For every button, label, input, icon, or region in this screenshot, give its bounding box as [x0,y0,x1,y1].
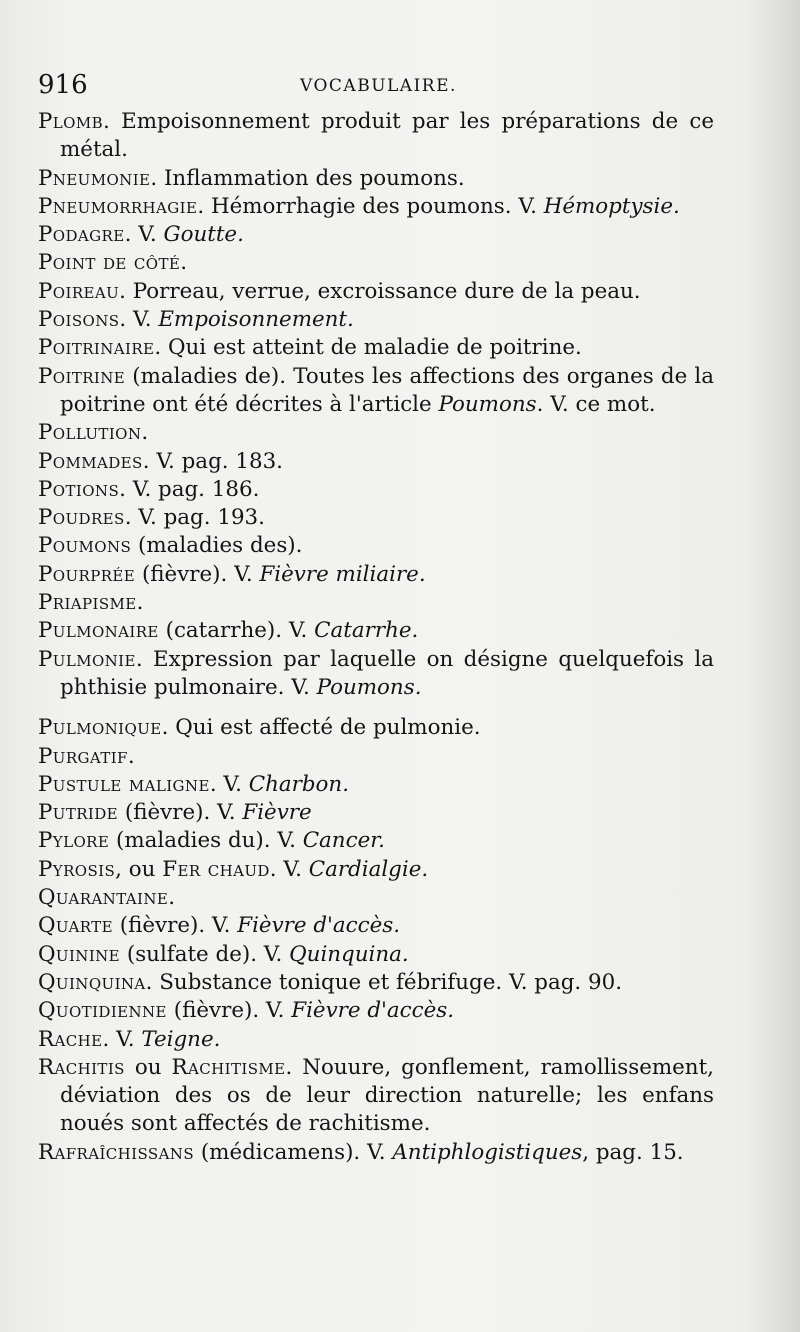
vocabulary-entry [38,448,714,476]
entry-separator [159,618,166,643]
entry-cross-reference: Empoisonnement. [158,307,354,333]
entry-headword: Podagre [38,222,125,248]
vocabulary-entry [38,997,714,1025]
entry-separator [194,1140,201,1165]
entry-separator: . [142,448,157,474]
vocabulary-entry [38,799,714,827]
entry-headword: Poireau [38,278,120,304]
entry-headword: Purgatif [38,743,128,769]
entry-text: (fièvre). V. [141,561,260,587]
entry-headword: Quarte [38,913,113,939]
entry-separator: . [103,109,122,134]
entry-headword: Pyrosis [38,856,116,882]
entry-headword: Quotidienne [38,998,167,1024]
entry-separator: . [145,969,160,995]
entry-separator: . [150,165,164,191]
entry-text: V. [116,1026,142,1052]
vocabulary-entry [38,1026,714,1054]
vocabulary-entry [38,1139,714,1167]
entry-cross-reference-alt: Cardialgie. [308,856,429,882]
entry-text: (sulfate de). V. [126,941,290,967]
entry-cross-reference: Poumons [438,391,537,417]
entry-separator [118,800,125,825]
entry-headword: Pneumorrhagie [38,193,198,219]
entry-cross-reference: Hémoptysie. [543,193,680,219]
entry-text: (maladies de). Toutes les affections des organes de la poitrine ont été décrites à l'article [60,363,714,417]
entry-text: ou [128,856,163,882]
entry-text-alt: . V. [269,856,309,882]
page-header [38,70,718,104]
entry-separator [113,913,120,938]
entry-headword: Pylore [38,828,110,854]
vocabulary-entry [38,278,714,306]
page-number: 916 [38,70,88,100]
vocabulary-entry [38,912,714,940]
entry-cross-reference: Teigne. [141,1026,221,1052]
entry-text: V. [138,222,164,248]
entry-headword: Putride [38,800,119,826]
entry-text: ou [134,1054,172,1080]
entry-separator: . [168,885,176,911]
vocabulary-entry [38,306,714,334]
entry-text: Hémorrhagie des poumons. V. [210,193,544,219]
entry-text: V. pag. 183. [156,448,283,474]
entry-headword: Poitrine [38,363,126,389]
entry-text-alt: . Nouure, gonflement, ramollissement, déviation des os de leur direction naturelle; les enfans noués sont affectés de rachitisme. [60,1054,714,1137]
entry-cross-reference: Fièvre miliaire. [259,561,426,587]
entry-text: (fièvre). V. [124,800,243,826]
entry-cross-reference: Cancer. [302,828,385,854]
entry-text: Qui est atteint de maladie de poitrine. [167,335,582,361]
entry-text: (catarrhe). V. [165,618,315,644]
entry-separator: . [124,505,139,531]
entry-cross-reference: Goutte. [163,222,244,248]
entry-tail: , pag. 15. [582,1139,684,1165]
entry-separator [131,533,138,558]
entry-text: (fièvre). V. [119,913,238,939]
entry-text: V. pag. 186. [132,476,260,502]
vocabulary-entries [38,108,714,1167]
vocabulary-entry [38,419,714,447]
entry-separator [125,1055,135,1080]
vocabulary-entry [38,476,714,504]
entry-cross-reference: Fièvre d'accès. [291,998,455,1024]
entry-cross-reference: Catarrhe. [314,618,419,644]
entry-separator: . [119,278,133,304]
vocabulary-entry [38,941,714,969]
entry-headword: Rafraîchissans [38,1139,195,1165]
entry-headword: Priapisme [38,590,137,616]
entry-headword: Poisons [38,307,120,333]
page-fold-shadow [744,0,800,1332]
entry-separator: . [119,476,133,502]
entry-cross-reference: Quinquina. [289,941,409,967]
entry-cross-reference: Fièvre d'accès. [237,913,401,939]
entry-text: (fièvre). V. [173,998,292,1024]
entry-text: Empoisonnement produit par les préparations de ce métal. [60,109,714,163]
entry-headword: Poumons [38,533,132,559]
vocabulary-entry [38,743,714,771]
entry-headword: Rache [38,1026,103,1052]
entry-headword: Point de côté [38,250,181,276]
entry-text: Qui est affecté de pulmonie. [175,715,481,741]
entry-separator [109,828,116,853]
vocabulary-entry [38,165,714,193]
vocabulary-entry [38,561,714,589]
entry-headword-alt: Fer chaud [162,856,270,882]
entry-cross-reference: Poumons. [316,674,422,700]
vocabulary-entry [38,249,714,277]
entry-headword-alt: Rachitisme [171,1054,286,1080]
entry-separator: . [136,590,144,616]
vocabulary-entry [38,969,714,997]
vocabulary-entry [38,856,714,884]
vocabulary-entry [38,504,714,532]
entry-text: V. [133,307,159,333]
vocabulary-entry [38,771,714,799]
running-title: VOCABULAIRE. [300,76,457,96]
entry-text: Inflammation des poumons. [163,165,465,191]
entry-separator: . [180,250,188,276]
entry-separator: . [161,715,176,741]
vocabulary-entry [38,884,714,912]
entry-separator: . [209,771,224,797]
vocabulary-entry [38,827,714,855]
entry-separator [135,562,142,587]
vocabulary-entry [38,646,714,703]
vocabulary-entry [38,532,714,560]
entry-headword: Quinquina [38,969,146,995]
vocabulary-entry [38,334,714,362]
entry-separator: . [135,646,154,672]
entry-text: (médicamens). V. [200,1139,393,1165]
entry-separator: . [197,193,211,219]
vocabulary-entry [38,617,714,645]
entry-headword: Pollution [38,420,142,446]
entry-cross-reference: Antiphlogistiques [392,1139,583,1165]
vocabulary-entry [38,193,714,221]
entry-headword: Pustule maligne [38,771,210,797]
entry-text: Porreau, verrue, excroissance dure de la peau. [132,278,641,304]
entry-headword: Pulmonie [38,646,136,672]
entry-separator: . [154,335,168,361]
entry-separator: . [119,307,133,333]
entry-headword: Poudres [38,505,125,531]
vocabulary-entry [38,363,714,420]
entry-separator: . [127,743,135,769]
entry-headword: Pourprée [38,561,136,587]
vocabulary-entry [38,714,714,742]
entry-headword: Potions [38,476,120,502]
entry-headword: Pneumonie [38,165,151,191]
entry-separator [167,998,174,1023]
entry-separator: . [124,222,139,248]
entry-text: Substance tonique et fébrifuge. V. pag. 90. [159,969,623,995]
entry-headword: Pulmonique [38,715,162,741]
entry-text: Expression par laquelle on désigne quelquefois la phthisie pulmonaire. V. [60,646,714,700]
entry-headword: Pulmonaire [38,618,159,644]
entry-headword: Quarantaine [38,885,169,911]
entry-separator: . [141,420,149,446]
entry-headword: Rachitis [38,1054,125,1080]
entry-text: V. pag. 193. [138,505,265,531]
vocabulary-entry [38,1054,714,1139]
entry-separator: . [102,1026,117,1052]
entry-text: (maladies des). [138,533,303,559]
vocabulary-entry [38,589,714,617]
entry-text: (maladies du). V. [116,828,303,854]
entry-tail: . V. ce mot. [536,391,656,417]
entry-separator: , [115,856,129,882]
entry-headword: Poitrinaire [38,335,155,361]
entry-headword: Pommades [38,448,143,474]
entry-cross-reference: Charbon. [248,771,350,797]
entry-headword: Plomb [38,109,104,134]
vocabulary-entry [38,221,714,249]
entry-separator [120,942,127,967]
entry-headword: Quinine [38,941,121,967]
entry-text: V. [223,771,249,797]
entry-cross-reference: Fièvre [242,800,312,826]
vocabulary-entry [38,108,714,165]
